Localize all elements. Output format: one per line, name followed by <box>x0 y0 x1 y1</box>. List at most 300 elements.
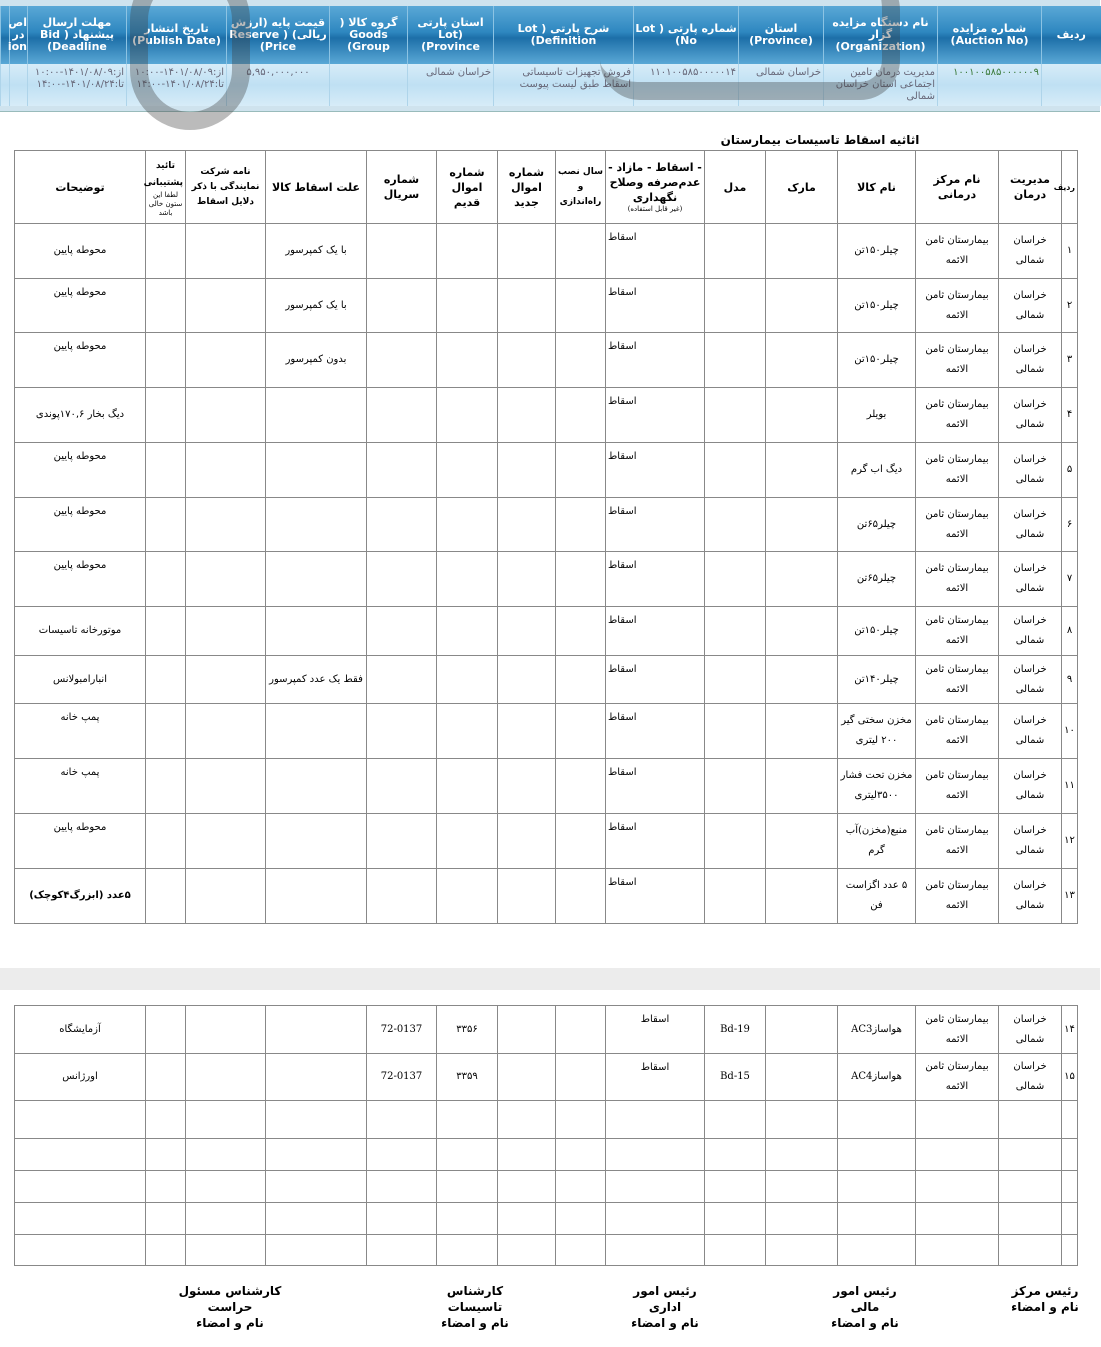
spacer <box>1 64 10 106</box>
cell-serial: 72-0137 <box>367 1006 437 1054</box>
bid-deadline: از:۱۴۰۱/۰۸/۰۹-۱۰:۰۰ تا:۱۴۰۱/۰۸/۲۴-۱۴:۰۰ <box>28 64 127 106</box>
empty-cell <box>266 1203 367 1235</box>
empty-cell <box>1062 1235 1078 1266</box>
cell-letter <box>186 1006 266 1054</box>
cell-approval <box>146 443 186 498</box>
cell-reason: با یک کمپرسور <box>266 224 367 279</box>
cell-old-asset <box>437 443 498 498</box>
cell-letter <box>186 279 266 333</box>
cell-center: بیمارستان ثامن الائمه <box>916 333 999 388</box>
cell-status: اسقاط <box>606 388 705 443</box>
cell-management: خراسان شمالی <box>999 1006 1062 1054</box>
cell-brand <box>766 869 838 924</box>
cell-management: خراسان شمالی <box>999 814 1062 869</box>
empty-cell <box>916 1171 999 1203</box>
cell-brand <box>766 814 838 869</box>
cell-letter <box>186 498 266 552</box>
col-publish-date[interactable]: تاریخ انتشار (Publish Date) <box>127 6 227 64</box>
empty-cell <box>999 1203 1062 1235</box>
cell-year <box>556 1006 606 1054</box>
col-extra[interactable]: اص در ion <box>10 6 28 64</box>
cell-new-asset <box>498 759 556 814</box>
cell-center: بیمارستان ثامن الائمه <box>916 279 999 333</box>
signature-label: نام و امضاء <box>1011 1300 1079 1314</box>
empty-cell <box>556 1101 606 1139</box>
cell-status: اسقاط <box>606 704 705 759</box>
cell-item: چیلر۱۵۰تن <box>838 333 916 388</box>
cell-letter <box>186 224 266 279</box>
h-item: نام کالا <box>838 151 916 224</box>
cell-center: بیمارستان ثامن الائمه <box>916 498 999 552</box>
cell-old-asset <box>437 759 498 814</box>
cell-reason <box>266 607 367 656</box>
cell-n: ۱۵ <box>1062 1054 1078 1101</box>
h-brand: مارک <box>766 151 838 224</box>
province: خراسان شمالی <box>739 64 824 106</box>
cell-center: بیمارستان ثامن الائمه <box>916 224 999 279</box>
cell-notes: محوطه پایین <box>15 443 146 498</box>
h-status-note: (غیر قابل استفاده) <box>627 205 683 213</box>
cell-management: خراسان شمالی <box>999 498 1062 552</box>
cell-letter <box>186 333 266 388</box>
empty-row <box>15 1203 1078 1235</box>
col-goods-group[interactable]: گروه کالا ( Goods Group) <box>330 6 408 64</box>
cell-management: خراسان شمالی <box>999 388 1062 443</box>
empty-cell <box>999 1235 1062 1266</box>
cell-serial: 72-0137 <box>367 1054 437 1101</box>
cell-old-asset <box>437 388 498 443</box>
empty-cell <box>766 1139 838 1171</box>
h-approval-note: لطفا این ستون خالی باشد <box>148 190 183 217</box>
cell-approval <box>146 869 186 924</box>
cell-status: اسقاط <box>606 1006 705 1054</box>
cell-reason: بدون کمپرسور <box>266 333 367 388</box>
cell-new-asset <box>498 607 556 656</box>
h-center: نام مرکز درمانی <box>916 151 999 224</box>
cell-status: اسقاط <box>606 814 705 869</box>
cell-status: اسقاط <box>606 279 705 333</box>
cell-management: خراسان شمالی <box>999 869 1062 924</box>
cell-reason <box>266 552 367 607</box>
empty-cell <box>437 1203 498 1235</box>
cell-n: ۴ <box>1062 388 1078 443</box>
cell-status: اسقاط <box>606 869 705 924</box>
h-status-label: - اسقاط - مازاد - عدم‌صرفه وصلاح نگهداری <box>608 161 702 204</box>
signature-label: نام و امضاء <box>441 1316 509 1330</box>
cell-n: ۷ <box>1062 552 1078 607</box>
col-lot-definition[interactable]: شرح پارتی ( Lot Definition) <box>494 6 634 64</box>
cell-model <box>705 814 766 869</box>
empty-cell <box>186 1171 266 1203</box>
cell-approval <box>146 224 186 279</box>
cell-center: بیمارستان ثامن الائمه <box>916 1054 999 1101</box>
cell-notes: محوطه پایین <box>15 333 146 388</box>
cell-item: مخزن سختی گیر ۲۰۰ لیتری <box>838 704 916 759</box>
cell-reason <box>266 704 367 759</box>
h-status <box>606 151 705 224</box>
cell-status: اسقاط <box>606 498 705 552</box>
cell-notes: محوطه پایین <box>15 552 146 607</box>
h-radif: ردیف <box>1062 151 1078 224</box>
cell-brand <box>766 759 838 814</box>
empty-cell <box>916 1101 999 1139</box>
cell-management: خراسان شمالی <box>999 704 1062 759</box>
cell-letter <box>186 814 266 869</box>
cell-approval <box>146 759 186 814</box>
cell-approval <box>146 656 186 704</box>
h-approval <box>143 151 186 224</box>
empty-cell <box>437 1171 498 1203</box>
empty-cell <box>838 1235 916 1266</box>
signature-block <box>820 1283 910 1331</box>
cell-old-asset <box>437 869 498 924</box>
cell-serial <box>367 869 437 924</box>
empty-cell <box>1062 1101 1078 1139</box>
cell-notes: محوطه پایین <box>15 498 146 552</box>
cell-n: ۱۰ <box>1062 704 1078 759</box>
signature-block <box>430 1283 520 1331</box>
cell-brand <box>766 552 838 607</box>
cell-approval <box>146 814 186 869</box>
empty-cell <box>606 1139 705 1171</box>
signature-role: رئیس مرکز <box>1011 1284 1079 1298</box>
empty-cell <box>498 1235 556 1266</box>
cell-approval <box>146 388 186 443</box>
cell-year <box>556 333 606 388</box>
cell-n: ۳ <box>1062 333 1078 388</box>
cell-management: خراسان شمالی <box>999 279 1062 333</box>
cell-brand <box>766 498 838 552</box>
cell-approval <box>146 607 186 656</box>
cell-approval <box>146 704 186 759</box>
cell-reason: فقط یک عدد کمپرسور <box>266 656 367 704</box>
cell-notes: انبارامبولانس <box>15 656 146 704</box>
cell-serial <box>367 656 437 704</box>
empty-cell <box>437 1235 498 1266</box>
cell-n: ۲ <box>1062 279 1078 333</box>
empty-cell <box>606 1101 705 1139</box>
cell-serial <box>367 498 437 552</box>
lot-definition: فروش تجهیزات تاسیساتی اسقاط طبق لیست پیوست <box>494 64 634 106</box>
col-radif[interactable]: ردیف <box>1042 6 1101 64</box>
table-row <box>15 607 1078 656</box>
empty-cell <box>556 1139 606 1171</box>
cell-year <box>556 443 606 498</box>
empty-cell <box>437 1139 498 1171</box>
cell-serial <box>367 552 437 607</box>
cell-brand <box>766 704 838 759</box>
cell-letter <box>186 552 266 607</box>
cell-old-asset <box>437 279 498 333</box>
cell-old-asset <box>437 498 498 552</box>
col-lot-province[interactable]: استان پارتی (Lot Province) <box>408 6 494 64</box>
empty-cell <box>606 1171 705 1203</box>
empty-cell <box>556 1235 606 1266</box>
cell-letter <box>186 656 266 704</box>
empty-cell <box>705 1101 766 1139</box>
signature-role: کارشناس مسئول حراست <box>178 1284 282 1314</box>
empty-cell <box>606 1203 705 1235</box>
cell-item: چیلر۶۵تن <box>838 552 916 607</box>
cell-serial <box>367 388 437 443</box>
assets-table <box>14 150 1078 924</box>
h-approval-label: تائید پشتیبانی <box>143 160 183 188</box>
empty-cell <box>146 1171 186 1203</box>
signature-block <box>160 1283 300 1331</box>
empty-cell <box>498 1203 556 1235</box>
cell-item: بویلر <box>838 388 916 443</box>
cell-n: ۹ <box>1062 656 1078 704</box>
cell-year <box>556 656 606 704</box>
empty-cell <box>367 1171 437 1203</box>
cell-model: Bd-19 <box>705 1006 766 1054</box>
cell-brand <box>766 1054 838 1101</box>
empty-cell <box>186 1101 266 1139</box>
cell-notes: محوطه پایین <box>15 224 146 279</box>
table-row <box>15 869 1078 924</box>
cell-management: خراسان شمالی <box>999 656 1062 704</box>
cell-approval <box>146 498 186 552</box>
signature-role: کارشناس تاسیسات <box>446 1284 504 1314</box>
cell-status: اسقاط <box>606 759 705 814</box>
cell-year <box>556 552 606 607</box>
cell-brand <box>766 656 838 704</box>
goods-group <box>330 64 408 106</box>
empty-cell <box>556 1203 606 1235</box>
cell-year <box>556 498 606 552</box>
cell-management: خراسان شمالی <box>999 759 1062 814</box>
cell-letter <box>186 1054 266 1101</box>
cell-brand <box>766 1006 838 1054</box>
cell-new-asset <box>498 279 556 333</box>
auction-row[interactable] <box>1 64 1101 106</box>
signature-block <box>1000 1283 1090 1315</box>
signature-role: رئیس امور اداری <box>633 1284 697 1314</box>
cell-item: چیلر۱۵۰تن <box>838 607 916 656</box>
auction-header-row <box>1 6 1101 64</box>
cell-old-asset <box>437 333 498 388</box>
empty-cell <box>146 1139 186 1171</box>
cell-center: بیمارستان ثامن الائمه <box>916 869 999 924</box>
cell-approval <box>146 552 186 607</box>
cell-reason <box>266 814 367 869</box>
cell-approval <box>146 279 186 333</box>
empty-cell <box>556 1171 606 1203</box>
cell-new-asset <box>498 704 556 759</box>
auction-no[interactable]: ۱۰۰۱۰۰۵۸۵۰۰۰۰۰۰۹ <box>938 64 1042 106</box>
cell-brand <box>766 224 838 279</box>
table-row <box>15 1054 1078 1101</box>
h-reason: علت اسقاط کالا <box>266 151 367 224</box>
page-break <box>0 968 1100 990</box>
cell-letter <box>186 443 266 498</box>
col-lot-no[interactable]: شماره پارتی ( Lot No) <box>634 6 739 64</box>
empty-cell <box>705 1171 766 1203</box>
cell-item: دیگ اب گرم <box>838 443 916 498</box>
cell-center: بیمارستان ثامن الائمه <box>916 656 999 704</box>
cell-year <box>556 704 606 759</box>
cell-management: خراسان شمالی <box>999 552 1062 607</box>
cell-notes: پمپ خانه <box>15 704 146 759</box>
empty-cell <box>266 1171 367 1203</box>
cell-new-asset <box>498 814 556 869</box>
signature-label: نام و امضاء <box>831 1316 899 1330</box>
cell-management: خراسان شمالی <box>999 607 1062 656</box>
empty-cell <box>606 1235 705 1266</box>
cell-status: اسقاط <box>606 552 705 607</box>
cell-n: ۱۱ <box>1062 759 1078 814</box>
col-auction-no[interactable]: شماره مزایده (Auction No) <box>938 6 1042 64</box>
table-row <box>15 333 1078 388</box>
empty-cell <box>766 1203 838 1235</box>
cell-serial <box>367 224 437 279</box>
cell-management: خراسان شمالی <box>999 443 1062 498</box>
cell-notes: محوطه پایین <box>15 814 146 869</box>
cell-model <box>705 443 766 498</box>
cell-center: بیمارستان ثامن الائمه <box>916 1006 999 1054</box>
cell-new-asset <box>498 656 556 704</box>
empty-cell <box>186 1139 266 1171</box>
empty-cell <box>498 1139 556 1171</box>
empty-cell <box>838 1139 916 1171</box>
cell-letter <box>186 869 266 924</box>
table-row <box>15 552 1078 607</box>
cell-old-asset: ۳۳۵۶ <box>437 1006 498 1054</box>
cell-item: هواسازAC3 <box>838 1006 916 1054</box>
cell-letter <box>186 607 266 656</box>
cell-year <box>556 759 606 814</box>
empty-cell <box>146 1235 186 1266</box>
organization: مدیریت درمان تامین اجتماعی استان خراسان شمالی <box>824 64 938 106</box>
cell-new-asset <box>498 224 556 279</box>
empty-cell <box>916 1139 999 1171</box>
cell-n: ۱۲ <box>1062 814 1078 869</box>
empty-row <box>15 1139 1078 1171</box>
cell-notes: موتورخانه تاسیسات <box>15 607 146 656</box>
cell-letter <box>186 388 266 443</box>
cell-brand <box>766 279 838 333</box>
header-row <box>15 151 1078 224</box>
table-row <box>15 279 1078 333</box>
cell-n: ۱۳ <box>1062 869 1078 924</box>
table-row <box>15 704 1078 759</box>
cell-model <box>705 869 766 924</box>
cell-brand <box>766 607 838 656</box>
cell-item: چیلر۱۵۰تن <box>838 224 916 279</box>
h-model: مدل <box>705 151 766 224</box>
cell-status: اسقاط <box>606 607 705 656</box>
empty-cell <box>367 1101 437 1139</box>
empty-cell <box>498 1171 556 1203</box>
empty-cell <box>15 1171 146 1203</box>
table-row <box>15 498 1078 552</box>
cell-model <box>705 656 766 704</box>
cell-center: بیمارستان ثامن الائمه <box>916 759 999 814</box>
table-row <box>15 656 1078 704</box>
cell-model <box>705 607 766 656</box>
cell-notes: اورژانس <box>15 1054 146 1101</box>
empty-cell <box>999 1139 1062 1171</box>
cell-reason: با یک کمپرسور <box>266 279 367 333</box>
cell-notes: ۵عدد (ابزرگ۴کوچک) <box>15 869 146 924</box>
empty-cell <box>916 1203 999 1235</box>
publish-date: از:۱۴۰۱/۰۸/۰۹-۱۰:۰۰ تا:۱۴۰۱/۰۸/۲۴-۱۴:۰۰ <box>127 64 227 106</box>
empty-cell <box>838 1171 916 1203</box>
cell-brand <box>766 388 838 443</box>
empty-row <box>15 1101 1078 1139</box>
col-organization[interactable]: نام دستگاه مزایده گزار (Organization) <box>824 6 938 64</box>
cell-center: بیمارستان ثامن الائمه <box>916 704 999 759</box>
col-province[interactable]: استان (Province) <box>739 6 824 64</box>
table-row <box>15 1006 1078 1054</box>
cell-serial <box>367 443 437 498</box>
empty-cell <box>367 1235 437 1266</box>
cell-item: مخزن تحت فشار ۳۵۰۰لیتری <box>838 759 916 814</box>
cell-reason <box>266 759 367 814</box>
h-old-asset: شماره اموال قدیم <box>437 151 498 224</box>
cell-old-asset <box>437 607 498 656</box>
h-new-asset: شماره اموال جدید <box>498 151 556 224</box>
signature-role: رئیس امور مالی <box>833 1284 897 1314</box>
h-notes: توضیحات <box>15 151 146 224</box>
empty-cell <box>705 1139 766 1171</box>
cell-year <box>556 224 606 279</box>
col-reserve-price[interactable]: قیمت پایه (ارزش ریالی) ( Reserve Price) <box>227 6 330 64</box>
empty-cell <box>705 1203 766 1235</box>
cell-notes: محوطه پایین <box>15 279 146 333</box>
empty-cell <box>15 1139 146 1171</box>
cell-approval <box>146 333 186 388</box>
cell-notes: دیگ بخار ۱۷۰,۶پوندی <box>15 388 146 443</box>
cell-old-asset <box>437 814 498 869</box>
cell-old-asset <box>437 224 498 279</box>
cell-status: اسقاط <box>606 224 705 279</box>
cell-approval <box>146 1054 186 1101</box>
empty-cell <box>838 1203 916 1235</box>
empty-cell <box>498 1101 556 1139</box>
empty-cell <box>266 1139 367 1171</box>
cell-old-asset <box>437 552 498 607</box>
empty-row <box>15 1235 1078 1266</box>
cell-reason <box>266 443 367 498</box>
cell-old-asset <box>437 656 498 704</box>
cell-management: خراسان شمالی <box>999 333 1062 388</box>
empty-cell <box>15 1203 146 1235</box>
empty-cell <box>146 1101 186 1139</box>
cell-year <box>556 388 606 443</box>
empty-cell <box>838 1101 916 1139</box>
cell-old-asset <box>437 704 498 759</box>
cell-serial <box>367 333 437 388</box>
cell-serial <box>367 759 437 814</box>
document-title: اثاثیه اسقاط تاسیسات بیمارستان <box>720 133 920 147</box>
cell-management: خراسان شمالی <box>999 224 1062 279</box>
cell-model <box>705 498 766 552</box>
cell-new-asset <box>498 333 556 388</box>
empty-cell <box>766 1171 838 1203</box>
table-row <box>15 759 1078 814</box>
cell-item: هواسازAC4 <box>838 1054 916 1101</box>
col-bid-deadline[interactable]: مهلت ارسال پیشنهاد ( Bid Deadline) <box>28 6 127 64</box>
cell-model <box>705 552 766 607</box>
empty-cell <box>1062 1171 1078 1203</box>
auction-table <box>0 6 1101 106</box>
cell-new-asset <box>498 1006 556 1054</box>
cell-reason <box>266 869 367 924</box>
cell-model <box>705 224 766 279</box>
cell-reason <box>266 498 367 552</box>
empty-cell <box>999 1171 1062 1203</box>
